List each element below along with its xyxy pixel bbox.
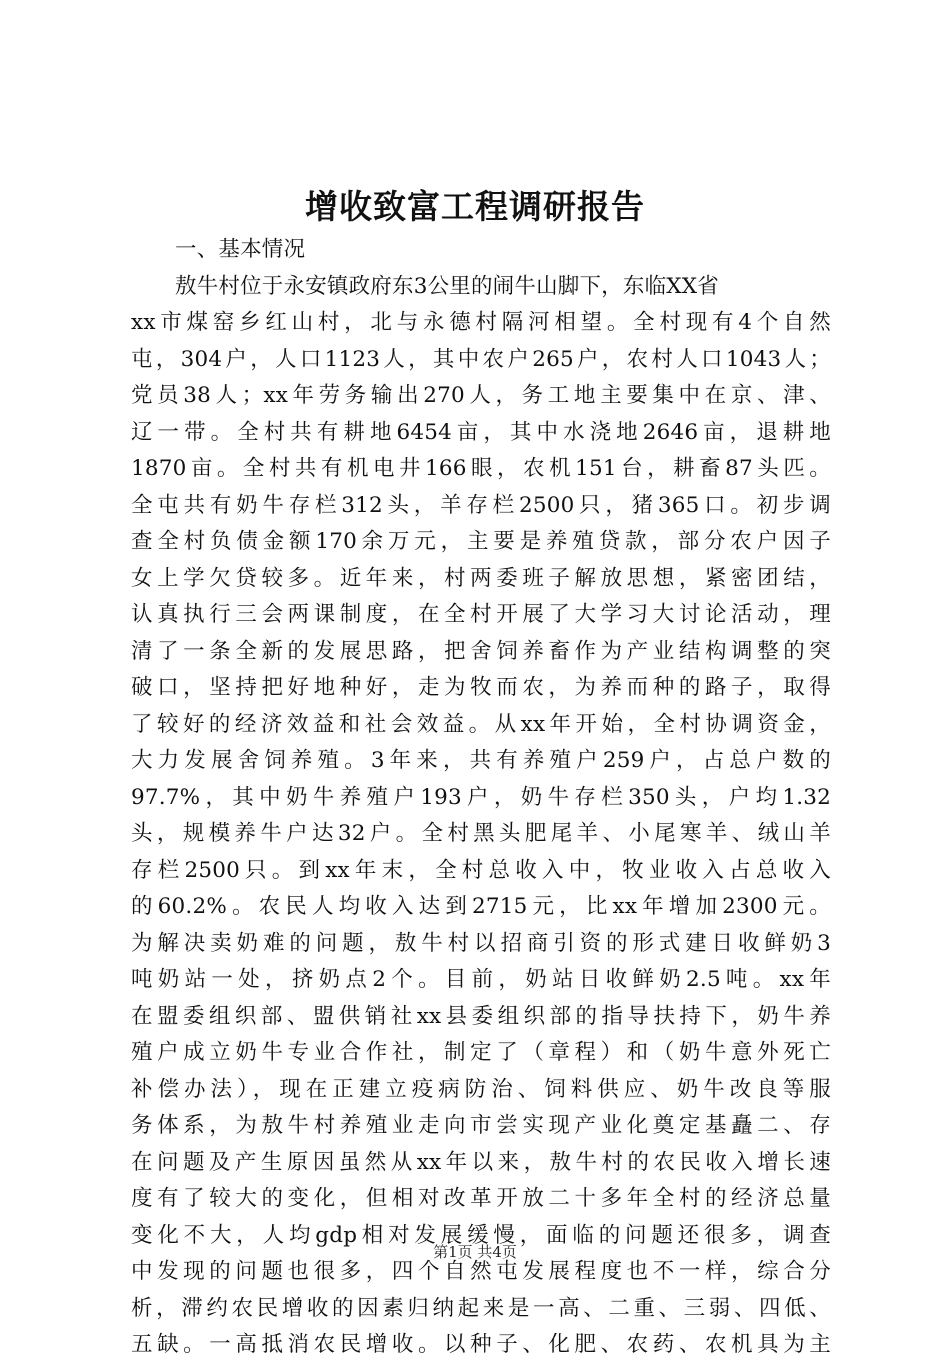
document-title: 增收致富工程调研报告 — [305, 187, 645, 226]
paragraph-line: 认真执行三会两课制度，在全村开展了大学习大讨论活动，理 — [131, 602, 831, 627]
paragraph-line: 女上学欠贷较多。近年来，村两委班子解放思想，紧密团结， — [131, 565, 831, 591]
paragraph-line: 1870亩。全村共有机电井166眼，农机151台，耕畜87头匹。 — [131, 456, 831, 481]
paragraph-line: 清了一条全新的发展思路，把舍饲养畜作为产业结构调整的突 — [131, 638, 831, 664]
paragraph-line: 屯，304户，人口1123人，其中农户265户，农村人口1043人； — [131, 346, 831, 372]
paragraph-line: 党员38人；xx年劳务输出270人，务工地主要集中在京、津、 — [131, 383, 831, 408]
paragraph-line: 殖户成立奶牛专业合作社，制定了（章程）和（奶牛意外死亡 — [131, 1040, 831, 1065]
paragraph-line: 97.7%，其中奶牛养殖户193户，奶牛存栏350头，户均1.32 — [131, 784, 831, 810]
paragraph-line: 务体系，为敖牛村养殖业走向市尝实现产业化奠定基矗二、存 — [131, 1113, 831, 1138]
paragraph-line: 在问题及产生原因虽然从xx年以来，敖牛村的农民收入增长速 — [131, 1149, 831, 1175]
paragraph-line: 度有了较大的变化，但相对改革开放二十多年全村的经济总量 — [131, 1186, 831, 1211]
paragraph-line: 变化不大，人均gdp相对发展缓慢，面临的问题还很多，调查 — [131, 1222, 831, 1248]
document-body — [131, 232, 831, 1364]
paragraph-line: 头，规模养牛户达32户。全村黑头肥尾羊、小尾寒羊、绒山羊 — [131, 821, 831, 846]
paragraph-line: 大力发展舍饲养殖。3年来，共有养殖户259户，占总户数的 — [131, 748, 831, 773]
paragraph-line: 在盟委组织部、盟供销社xx县委组织部的指导扶持下，奶牛养 — [131, 1003, 831, 1029]
paragraph-line: xx市煤窑乡红山村，北与永德村隔河相望。全村现有4个自然 — [131, 310, 831, 335]
paragraph-line: 补偿办法），现在正建立疫病防治、饲料供应、奶牛改良等服 — [131, 1076, 831, 1102]
paragraph-line: 吨奶站一处，挤奶点2个。目前，奶站日收鲜奶2.5吨。xx年 — [131, 967, 831, 992]
paragraph-line: 的60.2%。农民人均收入达到2715元，比xx年增加2300元。 — [131, 894, 831, 919]
paragraph-line: 破口，坚持把好地种好，走为牧而农，为养而种的路子，取得 — [131, 675, 831, 700]
paragraph-line: 存栏2500只。到xx年末，全村总收入中，牧业收入占总收入 — [131, 857, 831, 883]
page-footer: 第1页 共4页 — [433, 1243, 517, 1261]
paragraph-line: 为解决卖奶难的问题，敖牛村以招商引资的形式建日收鲜奶3 — [131, 930, 831, 956]
paragraph-line: 析，滞约农民增收的因素归纳起来是一高、二重、三弱、四低、 — [131, 1295, 831, 1321]
section-heading: 一、基本情况 — [175, 237, 306, 262]
paragraph-line: 了较好的经济效益和社会效益。从xx年开始，全村协调资金， — [131, 711, 831, 737]
paragraph-line: 全屯共有奶牛存栏312头，羊存栏2500只，猪365口。初步调 — [131, 492, 831, 518]
paragraph-line: 敖牛村位于永安镇政府东3公里的闹牛山脚下，东临XX省 — [175, 273, 719, 299]
paragraph-line: 中发现的问题也很多，四个自然屯发展程度也不一样，综合分 — [131, 1259, 831, 1284]
paragraph-line: 查全村负债金额170余万元，主要是养殖贷款，部分农户因子 — [131, 529, 831, 554]
paragraph-line: 五缺。一高抵消农民增收。以种子、化肥、农药、农机具为主 — [131, 1332, 831, 1357]
paragraph-line: 辽一带。全村共有耕地6454亩，其中水浇地2646亩，退耕地 — [131, 419, 831, 445]
